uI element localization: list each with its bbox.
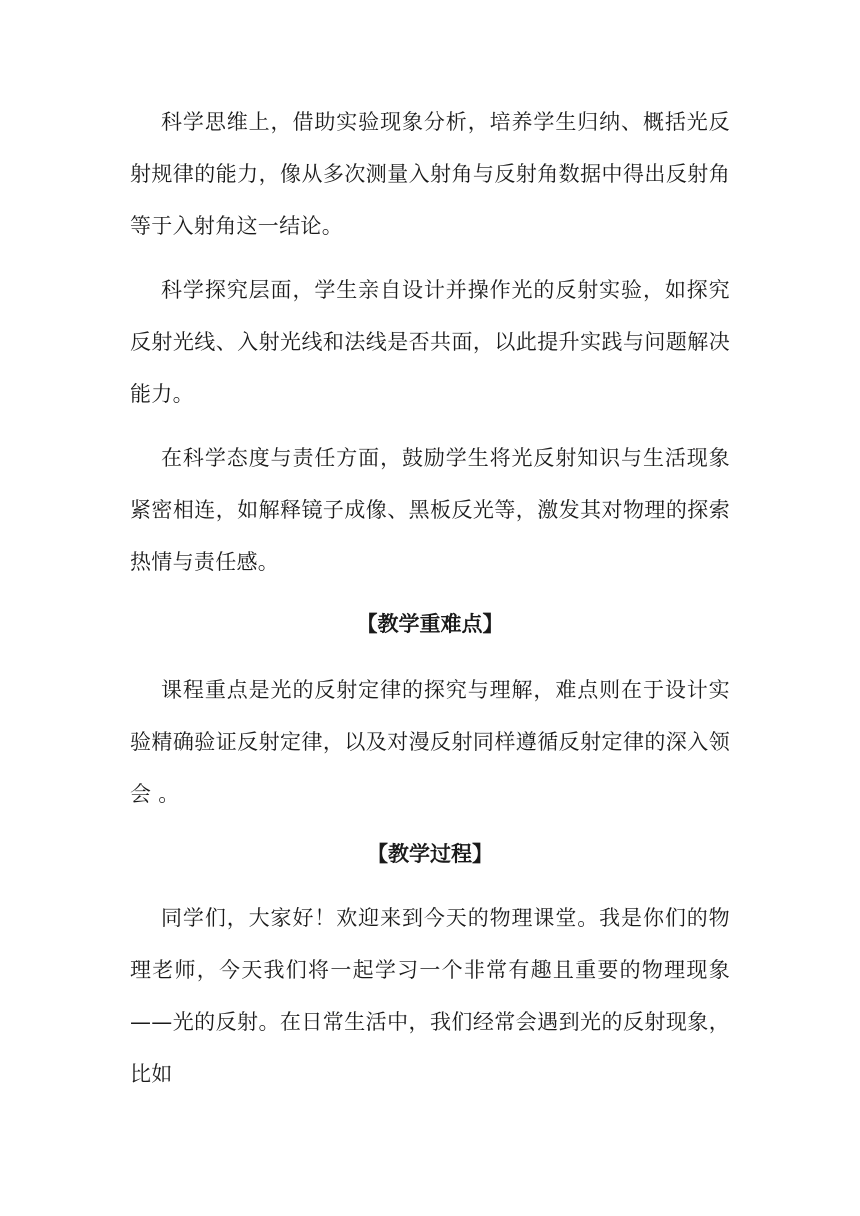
paragraph-scientific-inquiry: 科学探究层面，学生亲自设计并操作光的反射实验，如探究反射光线、入射光线和法线是否共面，以此提升实践与问题解决能力。	[130, 278, 730, 406]
heading-key-difficulties: 【教学重难点】	[356, 612, 504, 636]
paragraph-scientific-thinking: 科学思维上，借助实验现象分析，培养学生归纳、概括光反射规律的能力，像从多次测量入射角与反射角数据中得出反射角等于入射角这一结论。	[130, 110, 730, 238]
paragraph-teaching-process: 同学们，大家好！欢迎来到今天的物理课堂。我是你们的物理老师，今天我们将一起学习一个非常有趣且重要的物理现象——光的反射。在日常生活中，我们经常会遇到光的反射现象，比如	[130, 906, 730, 1086]
heading-teaching-process: 【教学过程】	[367, 842, 493, 866]
paragraph-key-difficulties: 课程重点是光的反射定律的探究与理解，难点则在于设计实验精确验证反射定律，以及对漫反射同样遵循反射定律的深入领会 。	[130, 678, 730, 806]
paragraph-scientific-attitude: 在科学态度与责任方面，鼓励学生将光反射知识与生活现象紧密相连，如解释镜子成像、黑板反光等，激发其对物理的探索热情与责任感。	[130, 446, 730, 574]
